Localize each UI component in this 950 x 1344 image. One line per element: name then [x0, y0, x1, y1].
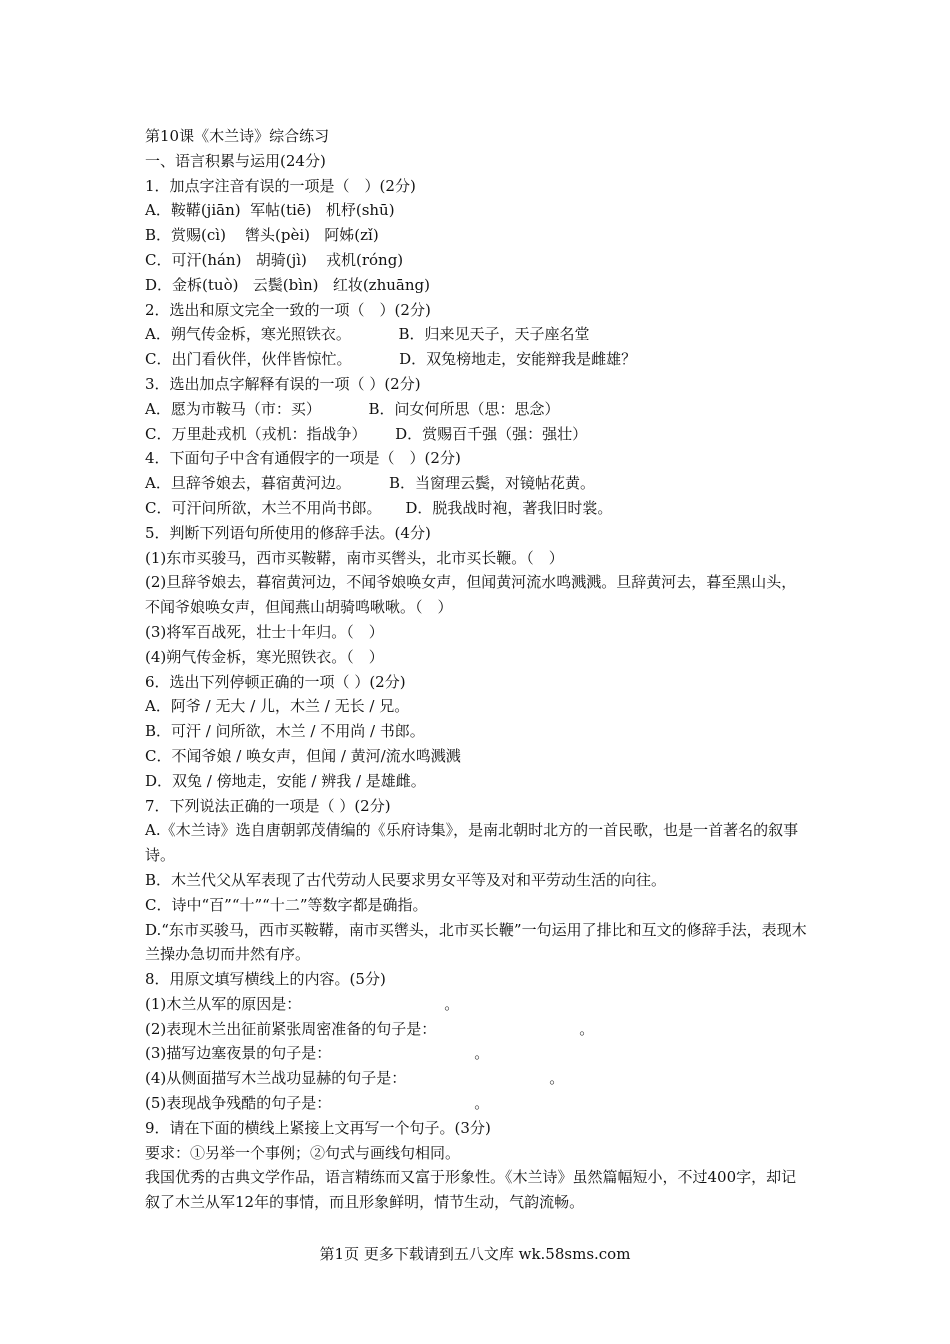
question-7-stem: 7．下列说法正确的一项是（ ）(2分) — [145, 796, 391, 815]
question-1-stem: 1．加点字注音有误的一项是（ ）(2分) — [145, 176, 416, 195]
q9-requirement: 要求：①另举一个事例；②句式与画线句相同。 — [145, 1143, 461, 1162]
q4-options-ab: A．旦辞爷娘去，暮宿黄河边。 B．当窗理云鬓，对镜帖花黄。 — [145, 474, 596, 493]
q2-options-cd: C．出门看伙伴，伙伴皆惊忙。 D．双兔榜地走，安能辩我是雌雄？ — [145, 350, 637, 369]
q1-option-d: D．金柝(tuò) 云鬓(bìn) 红妆(zhuāng) — [145, 275, 430, 294]
q3-options-ab: A．愿为市鞍马（市：买） B．问女何所思（思：思念） — [145, 399, 560, 418]
q6-option-a: A．阿爷 / 无大 / 儿，木兰 / 无长 / 兄。 — [145, 697, 410, 716]
q1-option-a: A．鞍鞯(jiān) 军帖(tiē) 机杼(shū) — [145, 201, 395, 220]
q5-item-4: (4)朔气传金柝，寒光照铁衣。（ ） — [145, 647, 384, 666]
section-heading: 一、语言积累与运用(24分) — [145, 151, 326, 170]
page-footer: 第1页 更多下载请到五八文库 wk.58sms.com — [319, 1245, 631, 1263]
question-5-stem: 5．判断下列语句所使用的修辞手法。(4分) — [145, 523, 431, 542]
q2-options-ab: A．朔气传金柝，寒光照铁衣。 B．归来见天子，天子座名堂 — [145, 325, 590, 344]
q1-option-c: C．可汗(hán) 胡骑(jì) 戎机(róng) — [145, 250, 404, 269]
q7-option-d: D.“东市买骏马，西市买鞍鞯，南市买辔头，北市买长鞭”一句运用了排比和互文的修辞手法，表现木兰操办急切而井然有序。 — [145, 920, 807, 964]
question-6-stem: 6．选出下列停顿正确的一项（ ）(2分) — [145, 672, 406, 691]
q8-blank-2: (2)表现木兰出征前紧张周密准备的句子是： 。 — [145, 1019, 595, 1038]
q1-option-b: B．赏赐(cì) 辔头(pèi) 阿姊(zǐ) — [145, 226, 379, 245]
q9-passage: 我国优秀的古典文学作品，语言精练而又富于形象性。《木兰诗》虽然篇幅短小，不过400字，却记叙了木兰从军12年的事情，而且形象鲜明，情节生动，气韵流畅。 — [145, 1168, 797, 1212]
question-8-stem: 8．用原文填写横线上的内容。(5分) — [145, 970, 386, 989]
document-title: 第10课《木兰诗》综合练习 — [145, 127, 330, 145]
q5-item-1: (1)东市买骏马，西市买鞍鞯，南市买辔头，北市买长鞭。（ ） — [145, 548, 564, 567]
question-2-stem: 2．选出和原文完全一致的一项（ ）(2分) — [145, 300, 431, 319]
question-9-stem: 9．请在下面的横线上紧接上文再写一个句子。(3分) — [145, 1118, 491, 1137]
q8-blank-1: (1)木兰从军的原因是： 。 — [145, 994, 460, 1013]
q8-blank-3: (3)描写边塞夜景的句子是： 。 — [145, 1044, 490, 1063]
q7-option-b: B．木兰代父从军表现了古代劳动人民要求男女平等及对和平劳动生活的向往。 — [145, 870, 667, 889]
q6-option-c: C．不闻爷娘 / 唤女声，但闻 / 黄河/流水鸣溅溅 — [145, 746, 461, 765]
q6-option-b: B．可汗 / 问所欲，木兰 / 不用尚 / 书郎。 — [145, 722, 425, 741]
q3-options-cd: C．万里赴戎机（戎机：指战争） D．赏赐百千强（强：强壮） — [145, 424, 588, 443]
q4-options-cd: C．可汗问所欲，木兰不用尚书郎。 D．脱我战时袍，著我旧时裳。 — [145, 498, 613, 517]
document-body — [145, 124, 810, 1215]
q7-option-a: A.《木兰诗》选自唐朝郭茂倩编的《乐府诗集》，是南北朝时北方的一首民歌，也是一首著名的叙事诗。 — [145, 821, 799, 865]
q8-blank-5: (5)表现战争残酷的句子是： 。 — [145, 1094, 490, 1113]
q5-item-2: (2)旦辞爷娘去，暮宿黄河边，不闻爷娘唤女声，但闻黄河流水鸣溅溅。旦辞黄河去，暮至黑山头，不闻爷娘唤女声，但闻燕山胡骑鸣啾啾。（ ） — [145, 573, 797, 617]
question-4-stem: 4．下面句子中含有通假字的一项是（ ）(2分) — [145, 449, 461, 468]
q8-blank-4: (4)从侧面描写木兰战功显赫的句子是： 。 — [145, 1069, 565, 1088]
q5-item-3: (3)将军百战死，壮士十年归。（ ） — [145, 622, 384, 641]
question-3-stem: 3．选出加点字解释有误的一项（ ）(2分) — [145, 374, 421, 393]
q6-option-d: D．双兔 / 傍地走，安能 / 辨我 / 是雄雌。 — [145, 771, 426, 790]
q7-option-c: C．诗中“百”“十”“十二”等数字都是确指。 — [145, 895, 428, 914]
